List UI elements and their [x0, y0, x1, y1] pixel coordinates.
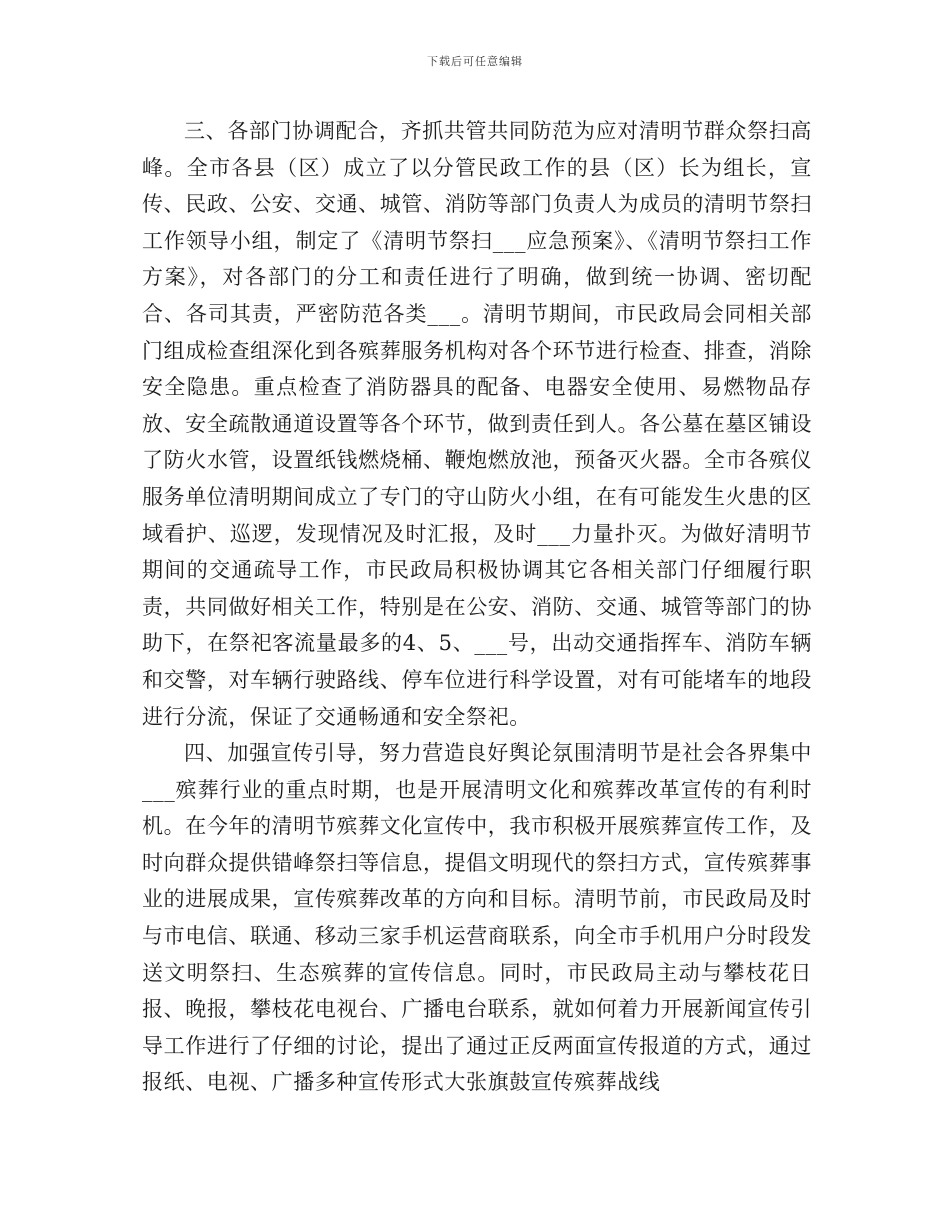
paragraph-section-three: 三、各部门协调配合，齐抓共管共同防范为应对清明节群众祭扫高峰。全市各县（区）成立了以分管民政工作的县（区）长为组长，宣传、民政、公安、交通、城管、消防等部门负责人为成员的清明节祭扫工作领导小组，制定了《清明节祭扫___应急预案》、《清明节祭扫工作方案》，对各部门的分工和责任进行了明确，做到统一协调、密切配合、各司其责，严密防范各类___。清明节期间，市民政局会同相关部门组成检查组深化到各殡葬服务机构对各个环节进行检查、排查，消除安全隐患。重点检查了消防器具的配备、电器安全使用、易燃物品存放、安全疏散通道设置等各个环节，做到责任到人。各公墓在墓区铺设了防火水管，设置纸钱燃烧桶、鞭炮燃放池，预备灭火器。全市各殡仪服务单位清明期间成立了专门的守山防火小组，在有可能发生火患的区域看护、巡逻，发现情况及时汇报，及时___力量扑灭。为做好清明节期间的交通疏导工作，市民政局积极协调其它各相关部门仔细履行职责，共同做好相关工作，特别是在公安、消防、交通、城管等部门的协助下，在祭祀客流量最多的4、5、___号，出动交通指挥车、消防车辆和交警，对车辆行驶路线、停车位进行科学设置，对有可能堵车的地段进行分流，保证了交通畅通和安全祭祀。 — [142, 119, 812, 729]
page-header: 下载后可任意编辑 — [427, 55, 523, 68]
document-body — [142, 113, 812, 1101]
paragraph-section-four: 四、加强宣传引导，努力营造良好舆论氛围清明节是社会各界集中___殡葬行业的重点时期，也是开展清明文化和殡葬改革宣传的有利时机。在今年的清明节殡葬文化宣传中，我市积极开展殡葬宣传工作，及时向群众提供错峰祭扫等信息，提倡文明现代的祭扫方式，宣传殡葬事业的进展成果，宣传殡葬改革的方向和目标。清明节前，市民政局及时与市电信、联通、移动三家手机运营商联系，向全市手机用户分时段发送文明祭扫、生态殡葬的宣传信息。同时，市民政局主动与攀枝花日报、晚报，攀枝花电视台、广播电台联系，就如何着力开展新闻宣传引导工作进行了仔细的讨论，提出了通过正反两面宣传报道的方式，通过报纸、电视、广播多种宣传形式大张旗鼓宣传殡葬战线 — [142, 741, 812, 1095]
